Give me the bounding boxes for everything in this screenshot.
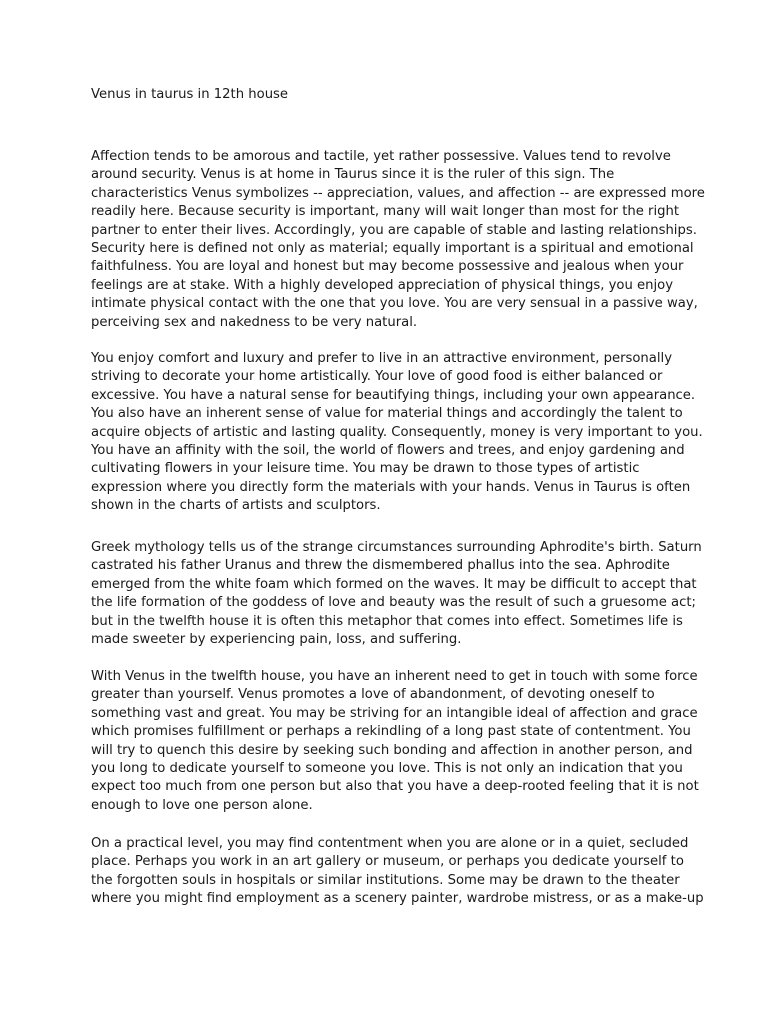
text-line: partner to enter their lives. Accordingly, you are capable of stable and lasting relationships. [91, 222, 697, 238]
text-line: will try to quench this desire by seeking such bonding and affection in another person, and [91, 742, 693, 758]
text-line: enough to love one person alone. [91, 797, 313, 813]
text-line: striving to decorate your home artistically. Your love of good food is either balanced or [91, 369, 663, 385]
text-line: Affection tends to be amorous and tactile, yet rather possessive. Values tend to revolve [91, 149, 671, 164]
text-line: place. Perhaps you work in an art gallery or museum, or perhaps you dedicate yourself to [91, 854, 684, 870]
document-title: Venus in taurus in 12th house [91, 87, 289, 102]
paragraph-affection [91, 148, 705, 332]
text-line: On a practical level, you may find contentment when you are alone or in a quiet, secluded [91, 836, 689, 851]
text-line: With Venus in the twelfth house, you have an inherent need to get in touch with some force [91, 669, 698, 684]
text-line: emerged from the white foam which formed on the waves. It may be difficult to accept that [91, 576, 697, 592]
text-line: You have an affinity with the soil, the world of flowers and trees, and enjoy gardening and [91, 442, 685, 458]
text-line: expression where you directly form the materials with your hands. Venus in Taurus is often [91, 479, 691, 495]
text-line: Greek mythology tells us of the strange circumstances surrounding Aphrodite's birth. Saturn [91, 540, 702, 555]
text-line: the life formation of the goddess of love and beauty was the result of such a gruesome act; [91, 595, 696, 611]
text-line: You enjoy comfort and luxury and prefer to live in an attractive environment, personally [91, 351, 672, 366]
text-line: around security. Venus is at home in Taurus since it is the ruler of this sign. The [91, 167, 615, 183]
text-line: expect too much from one person but also that you have a deep-rooted feeling that it is not [91, 779, 699, 795]
text-line: greater than yourself. Venus promotes a love of abandonment, of devoting oneself to [91, 687, 655, 703]
paragraph-twelfth-house [91, 668, 699, 815]
text-line: shown in the charts of artists and sculptors. [91, 498, 381, 514]
text-line: cultivating flowers in your leisure time. You may be drawn to those types of artistic [91, 461, 640, 477]
text-line: readily here. Because security is important, many will wait longer than most for the right [91, 204, 680, 220]
paragraph-greek-mythology [91, 539, 702, 649]
text-line: the forgotten souls in hospitals or similar institutions. Some may be drawn to the theater [91, 872, 680, 888]
text-line: but in the twelfth house it is often this metaphor that comes into effect. Sometimes life is [91, 613, 683, 629]
text-line: Security here is defined not only as material; equally important is a spiritual and emotional [91, 240, 694, 256]
text-line: intimate physical contact with the one that you love. You are very sensual in a passive way, [91, 296, 698, 312]
text-line: you long to dedicate yourself to someone you love. This is not only an indication that you [91, 760, 683, 776]
text-line: acquire objects of artistic and lasting quality. Consequently, money is very important to you. [91, 424, 703, 440]
text-line: faithfulness. You are loyal and honest but may become possessive and jealous when your [91, 259, 684, 275]
text-line: where you might find employment as a scenery painter, wardrobe mistress, or as a make-up [91, 891, 704, 907]
text-line: made sweeter by experiencing pain, loss, and suffering. [91, 631, 462, 647]
text-line: something vast and great. You may be striving for an intangible ideal of affection and grace [91, 705, 698, 721]
text-line: excessive. You have a natural sense for beautifying things, including your own appearance. [91, 387, 696, 403]
text-line: You also have an inherent sense of value for material things and accordingly the talent to [91, 406, 683, 422]
paragraph-comfort-luxury [91, 350, 703, 516]
paragraph-practical-level [91, 835, 704, 909]
text-line: which promises fulfillment or perhaps a rekindling of a long past state of contentment. You [91, 724, 691, 740]
text-line: perceiving sex and nakedness to be very natural. [91, 314, 418, 330]
text-line: castrated his father Uranus and threw the dismembered phallus into the sea. Aphrodite [91, 558, 670, 574]
text-line: feelings are at stake. With a highly developed appreciation of physical things, you enjoy [91, 277, 674, 293]
text-line: characteristics Venus symbolizes -- appreciation, values, and affection -- are expressed more [91, 185, 705, 201]
